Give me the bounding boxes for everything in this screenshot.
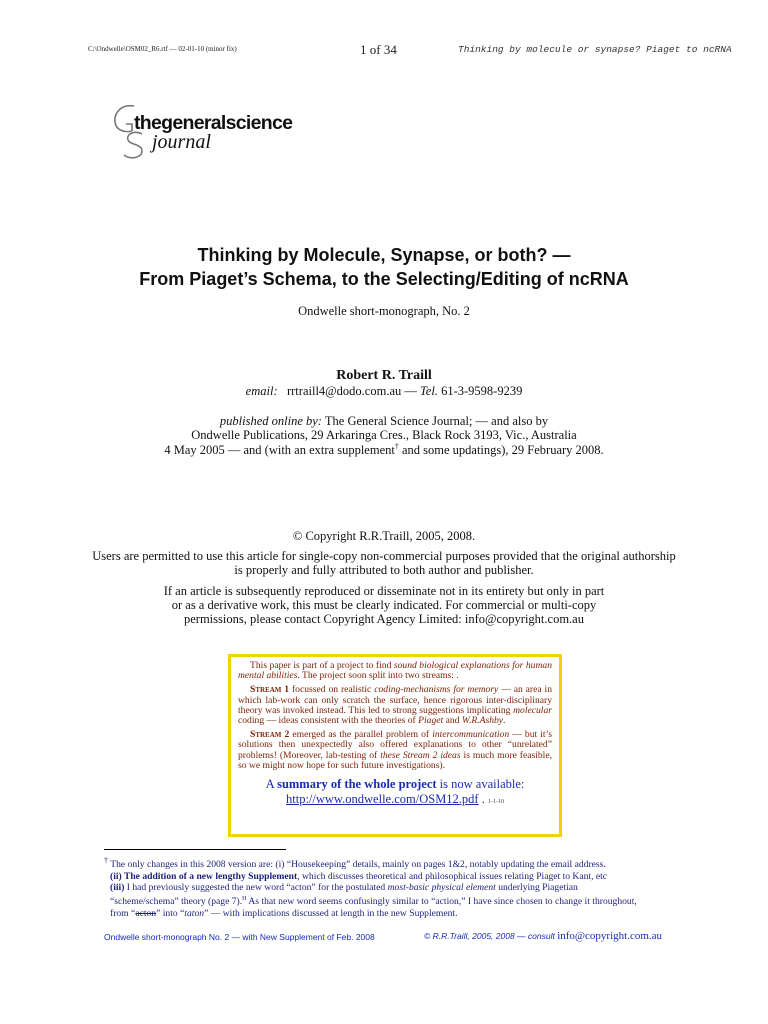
box-stream-2 xyxy=(238,730,552,771)
summary-d: . xyxy=(478,792,485,807)
footer-copyright: © R.R.Traill, 2005, 2008 — consult xyxy=(424,931,558,941)
stream-1-piaget: Piaget xyxy=(418,715,444,727)
stream-1-text-2: — an area in which lab-work can only scratch the surface, hence rigorous inter-disciplinary theory was invoked instead. This led to strong suggestions implicating xyxy=(238,684,552,716)
logo-line-2: journal xyxy=(152,131,211,153)
copyright-terms-4: or as a derivative work, this must be clearly indicated. For commercial or multi-copy xyxy=(171,598,597,612)
stream-1-emph: coding-mechanisms for memory xyxy=(374,684,499,696)
footnote xyxy=(104,855,704,919)
stream-2-end: is much more feasible, so we might now hope for such future investigations). xyxy=(238,749,553,771)
footnote-acton: acton xyxy=(135,907,157,919)
series-label: Ondwelle short-monograph, No. 2 xyxy=(298,304,470,318)
footer-right xyxy=(424,930,662,942)
footnote-l2-bold: (ii) The addition of a new lengthy Supplement xyxy=(110,870,298,882)
file-path-header: C:\Ondwelle\OSM02_R6.rtf — 02-01-10 (minor fix) xyxy=(88,45,237,53)
box-summary xyxy=(238,777,552,810)
author-contact xyxy=(0,384,768,399)
title-line-2: From Piaget’s Schema, to the Selecting/Editing of ncRNA xyxy=(139,269,629,289)
stream-2-label: Stream 2 xyxy=(250,729,290,741)
footnote-line-4 xyxy=(104,894,704,908)
running-title: Thinking by molecule or synapse? Piaget to ncRNA xyxy=(458,44,732,55)
copyright-terms-1: Users are permitted to use this article for single-copy non-commercial purposes provided that the original authorship xyxy=(92,549,676,563)
footnote-l1-text: The only changes in this 2008 version are: (i) “Housekeeping” details, mainly on pages 1&2, notably updating the email address. xyxy=(110,859,606,871)
footnote-line-1 xyxy=(104,855,704,871)
logo-line-1: thegeneralscience xyxy=(134,112,293,134)
supplement-mark: † xyxy=(394,442,399,451)
stream-1-ashby: W.R.Ashby xyxy=(461,715,504,727)
footnote-l5-e: ” — with implications discussed at length in the new Supplement. xyxy=(204,907,458,919)
footnote-l3-end: underlying Piagetian xyxy=(495,882,578,894)
copyright-line: © Copyright R.R.Traill, 2005, 2008. xyxy=(292,529,476,543)
box-intro-end: . The project soon split into two streams: . xyxy=(297,670,459,682)
footnote-l4-sup: H xyxy=(242,895,247,902)
footnote-l3-text: I had previously suggested the new word “acton” for the postulated xyxy=(124,882,388,894)
box-stream-1 xyxy=(238,685,552,726)
copyright-terms-5: permissions, please contact Copyright Agency Limited: info@copyright.com.au xyxy=(184,612,584,626)
stream-2-text: emerged as the parallel problem of xyxy=(289,729,433,741)
box-intro xyxy=(238,661,552,681)
footnote-mark: † xyxy=(104,856,108,865)
publication-update-text: and some updatings), 29 February 2008. xyxy=(398,443,604,458)
copyright-terms-3: If an article is subsequently reproduced or disseminate not in its entirety but only in part xyxy=(163,584,605,598)
footnote-l4-text: “scheme/schema” theory (page 7). xyxy=(110,896,243,908)
publication-line-3 xyxy=(0,442,768,458)
footnote-line-5 xyxy=(104,908,704,920)
page-indicator: 1 of 34 xyxy=(360,42,397,57)
footnote-l2-text: , which discusses theoretical and philosophical issues relating Piaget to Kant, etc xyxy=(297,870,608,882)
project-summary-box xyxy=(228,654,562,837)
title-line-1: Thinking by Molecule, Synapse, or both? — xyxy=(197,245,571,265)
tel-number: 61-3-9598-9239 xyxy=(441,384,523,398)
stream-1-label: Stream 1 xyxy=(250,684,290,696)
journal-logo xyxy=(112,100,332,162)
publication-line-1 xyxy=(0,414,768,429)
summary-link[interactable]: http://www.ondwelle.com/OSM12.pdf xyxy=(286,792,479,807)
stream-2-ideas: these Stream 2 ideas xyxy=(380,749,461,761)
stream-1-end: . xyxy=(503,715,506,727)
email-address[interactable]: rrtraill4@dodo.com.au xyxy=(286,384,402,398)
summary-c: is now available: xyxy=(436,777,525,792)
publication-line-2: Ondwelle Publications, 29 Arkaringa Cres., Black Rock 3193, Vic., Australia xyxy=(191,428,577,442)
summary-a: A xyxy=(265,777,278,792)
publication-date-text: 4 May 2005 — and (with an extra supplement xyxy=(164,443,395,458)
published-label: published online by: xyxy=(219,414,322,428)
stream-2-text-2: — but it’s solutions then unexpectedly also offered explanations to other “unrelated” problems! (Moreover, lab-testing of xyxy=(238,729,552,761)
summary-date: 1-1-10 xyxy=(487,799,504,806)
stream-1-molecular: molecular xyxy=(513,704,552,716)
footnote-line-3 xyxy=(104,882,704,894)
author-name: Robert R. Traill xyxy=(336,368,432,383)
box-intro-emph: sound biological explanations for human mental abilities xyxy=(238,660,552,682)
footnote-l5-a: from “ xyxy=(110,907,136,919)
footnote-l3-emph: most-basic physical element xyxy=(387,882,496,894)
email-label: email: xyxy=(245,384,278,398)
stream-1-text-3: coding — ideas consistent with the theories of xyxy=(238,715,419,727)
box-intro-text: This paper is part of a project to find xyxy=(250,660,394,671)
footnote-l3-bold: (iii) xyxy=(110,882,125,894)
footnote-rule xyxy=(104,849,286,850)
footnote-l5-c: ” into “ xyxy=(156,907,185,919)
footer-email[interactable]: info@copyright.com.au xyxy=(557,930,663,942)
copyright-terms-2: is properly and fully attributed to both author and publisher. xyxy=(234,563,534,577)
publisher-journal: The General Science Journal; — and also by xyxy=(324,414,549,428)
footnote-l4-text-2: As that new word seems confusingly similar to “action,” I have since chosen to change it throughout, xyxy=(246,896,637,908)
stream-2-emph: intercommunication xyxy=(432,729,510,741)
footnote-taton: taton xyxy=(184,907,205,919)
stream-1-text: focussed on realistic xyxy=(289,684,375,696)
footnote-line-2 xyxy=(104,871,704,883)
footer-left: Ondwelle short-monograph No. 2 — with New Supplement of Feb. 2008 xyxy=(104,932,375,942)
contact-separator: — xyxy=(401,384,420,398)
summary-bold: summary of the whole project xyxy=(277,777,437,792)
tel-label: Tel. xyxy=(420,384,438,398)
stream-1-and: and xyxy=(443,715,462,727)
